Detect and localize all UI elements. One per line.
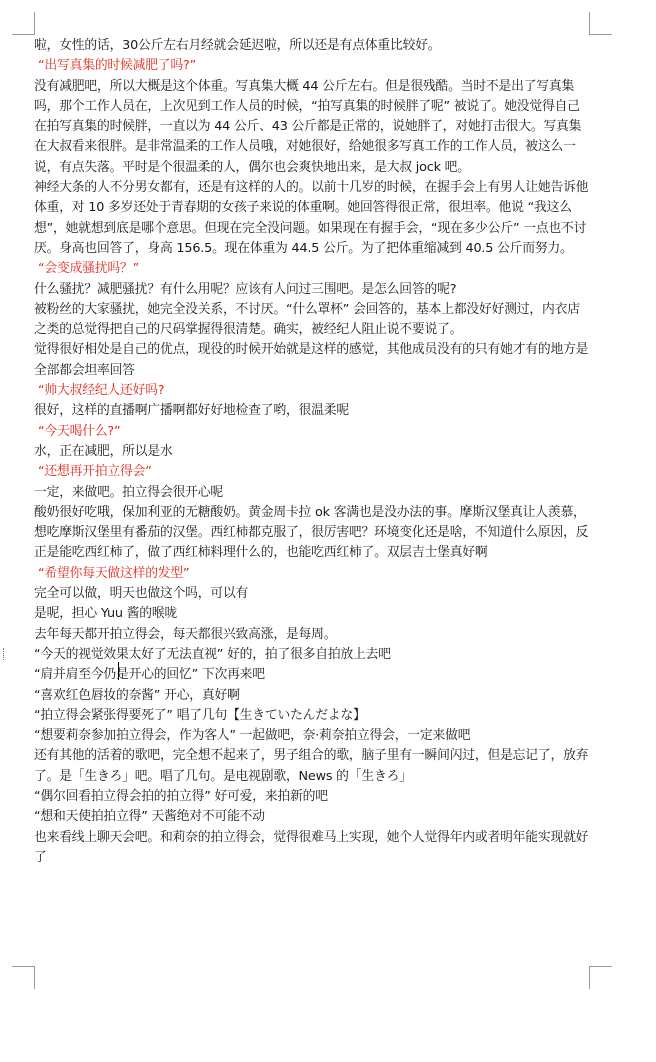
body-paragraph[interactable]: “喜欢红色唇妆的奈酱” 开心，真好啊 — [34, 687, 240, 703]
body-paragraph[interactable]: 神经大条的人不分男女都有，还是有这样的人的。以前十几岁的时候，在握手会上有男人让她告诉他体重，对 10 多岁还处于青春期的女孩子来说的体重啊。她回答得很正常，很坦率。他说 “我这么想”，她就想到底是哪个意思。但现在完全没问题。如果现在有握手会，“现在多少公斤” 一点也不讨厌。身高也回答了，身高 156.5。现在体重为 44.5 公斤。为了把体重缩减到 40.5 公斤而努力。 — [34, 180, 589, 256]
question-paragraph[interactable]: “出写真集的时候减肥了吗?” — [38, 58, 197, 74]
body-paragraph[interactable]: 也来看线上聊天会吧。和莉奈的拍立得会，觉得很难马上实现，她个人觉得年内或者明年能实现就好了 — [34, 829, 589, 865]
body-paragraph[interactable]: “拍立得会紧张得要死了” 唱了几句【生きていたんだよな】 — [34, 707, 366, 723]
body-paragraph[interactable]: 很好，这样的直播啊广播啊都好好地检查了哟，很温柔呢 — [34, 403, 349, 419]
body-paragraph[interactable]: 完全可以做，明天也做这个吗，可以有 — [34, 586, 249, 602]
question-paragraph[interactable]: “希望你每天做这样的发型” — [38, 565, 190, 581]
body-paragraph[interactable]: 还有其他的活着的歌吧，完全想不起来了，男子组合的歌，脑子里有一瞬间闪过，但是忘记了，放弃了。是「生きろ」吧。唱了几句。是电视剧歌，News 的「生きろ」 — [34, 748, 589, 784]
body-paragraph[interactable]: 啦，女性的话，30公斤左右月经就会延迟啦，所以还是有点体重比较好。 — [34, 38, 441, 53]
page-corner-mark-bottom-left — [12, 966, 35, 989]
body-paragraph[interactable]: “今天的视觉效果太好了无法直视” 好的，拍了很多自拍放上去吧 — [34, 646, 391, 662]
question-paragraph[interactable]: “还想再开拍立得会” — [38, 464, 152, 480]
page-corner-mark-top-right — [589, 12, 612, 35]
body-paragraph[interactable]: 被粉丝的大家骚扰，她完全没关系，不讨厌。“什么罩杯” 会回答的，基本上都没好好测过，内衣店之类的总觉得把自己的尺码掌握得很清楚。确实，被经纪人阻止说不要说了。 — [34, 301, 580, 338]
question-paragraph[interactable]: “帅大叔经纪人还好吗? — [38, 383, 165, 399]
question-paragraph[interactable]: “今天喝什么?” — [38, 423, 121, 439]
body-paragraph[interactable]: 觉得很好相处是自己的优点，现役的时候开始就是这样的感觉，其他成员没有的只有她才有的地方是全部都会坦率回答 — [34, 342, 589, 378]
body-paragraph[interactable]: 酸奶很好吃哦，保加利亚的无糖酸奶。黄金周卡拉 ok 客满也是没办法的事。摩斯汉堡真让人羡慕，想吃摩斯汉堡里有番茄的汉堡。西红柿都克服了，很厉害吧？环境变化还是啥，不知道什么原因，反正是能吃西红柿了，做了西红柿料理什么的，也能吃西红柿了。双层吉士堡真好啊 — [34, 504, 589, 561]
body-paragraph[interactable]: 水，正在减肥，所以是水 — [34, 443, 173, 459]
body-paragraph[interactable]: 一定，来做吧。拍立得会很开心呢 — [34, 484, 223, 500]
body-paragraph[interactable]: 是呢，担心 Yuu 酱的喉咙 — [34, 606, 178, 622]
body-paragraph[interactable]: 没有减肥吧，所以大概是这个体重。写真集大概 44 公斤左右。但是很残酷。当时不是出了写真集吗，那个工作人员在，上次见到工作人员的时候，“拍写真集的时候胖了呢” 被说了。她没觉得自己在拍写真集的时候胖，一直以为 44 公斤、43 公斤都是正常的，说她胖了，对她打击很大。写真集在大叔看来很胖。是非常温柔的工作人员哦，对她很好，给她很多写真工作的工作人员，被这么一说，有点失落。平时是个很温柔的人，偶尔也会爽快地出来，是大叔 jock 吧。 — [34, 78, 582, 175]
question-paragraph[interactable]: “会变成骚扰吗？” — [38, 261, 140, 277]
body-paragraph[interactable]: “偶尔回看拍立得会拍的拍立得” 好可爱，来拍新的吧 — [34, 788, 328, 804]
body-paragraph[interactable]: 什么骚扰？减肥骚扰？有什么用呢？应该有人问过三围吧。是怎么回答的呢? — [34, 281, 457, 297]
body-paragraph[interactable]: 去年每天都开拍立得会，每天都很兴致高涨，是每周。 — [34, 626, 337, 642]
document-body[interactable] — [34, 36, 590, 868]
body-paragraph[interactable]: “想和天使拍拍立得” 天酱绝对不可能不动 — [34, 809, 265, 825]
body-paragraph[interactable]: “肩并肩至今仍是开心的回忆” 下次再来吧 — [34, 667, 265, 683]
page-corner-mark-bottom-right — [589, 966, 612, 989]
paragraph-mark — [3, 648, 7, 660]
body-paragraph[interactable]: “想要莉奈参加拍立得会，作为客人” 一起做吧，奈·莉奈拍立得会，一定来做吧 — [34, 728, 471, 744]
page-corner-mark-top-left — [12, 12, 35, 35]
